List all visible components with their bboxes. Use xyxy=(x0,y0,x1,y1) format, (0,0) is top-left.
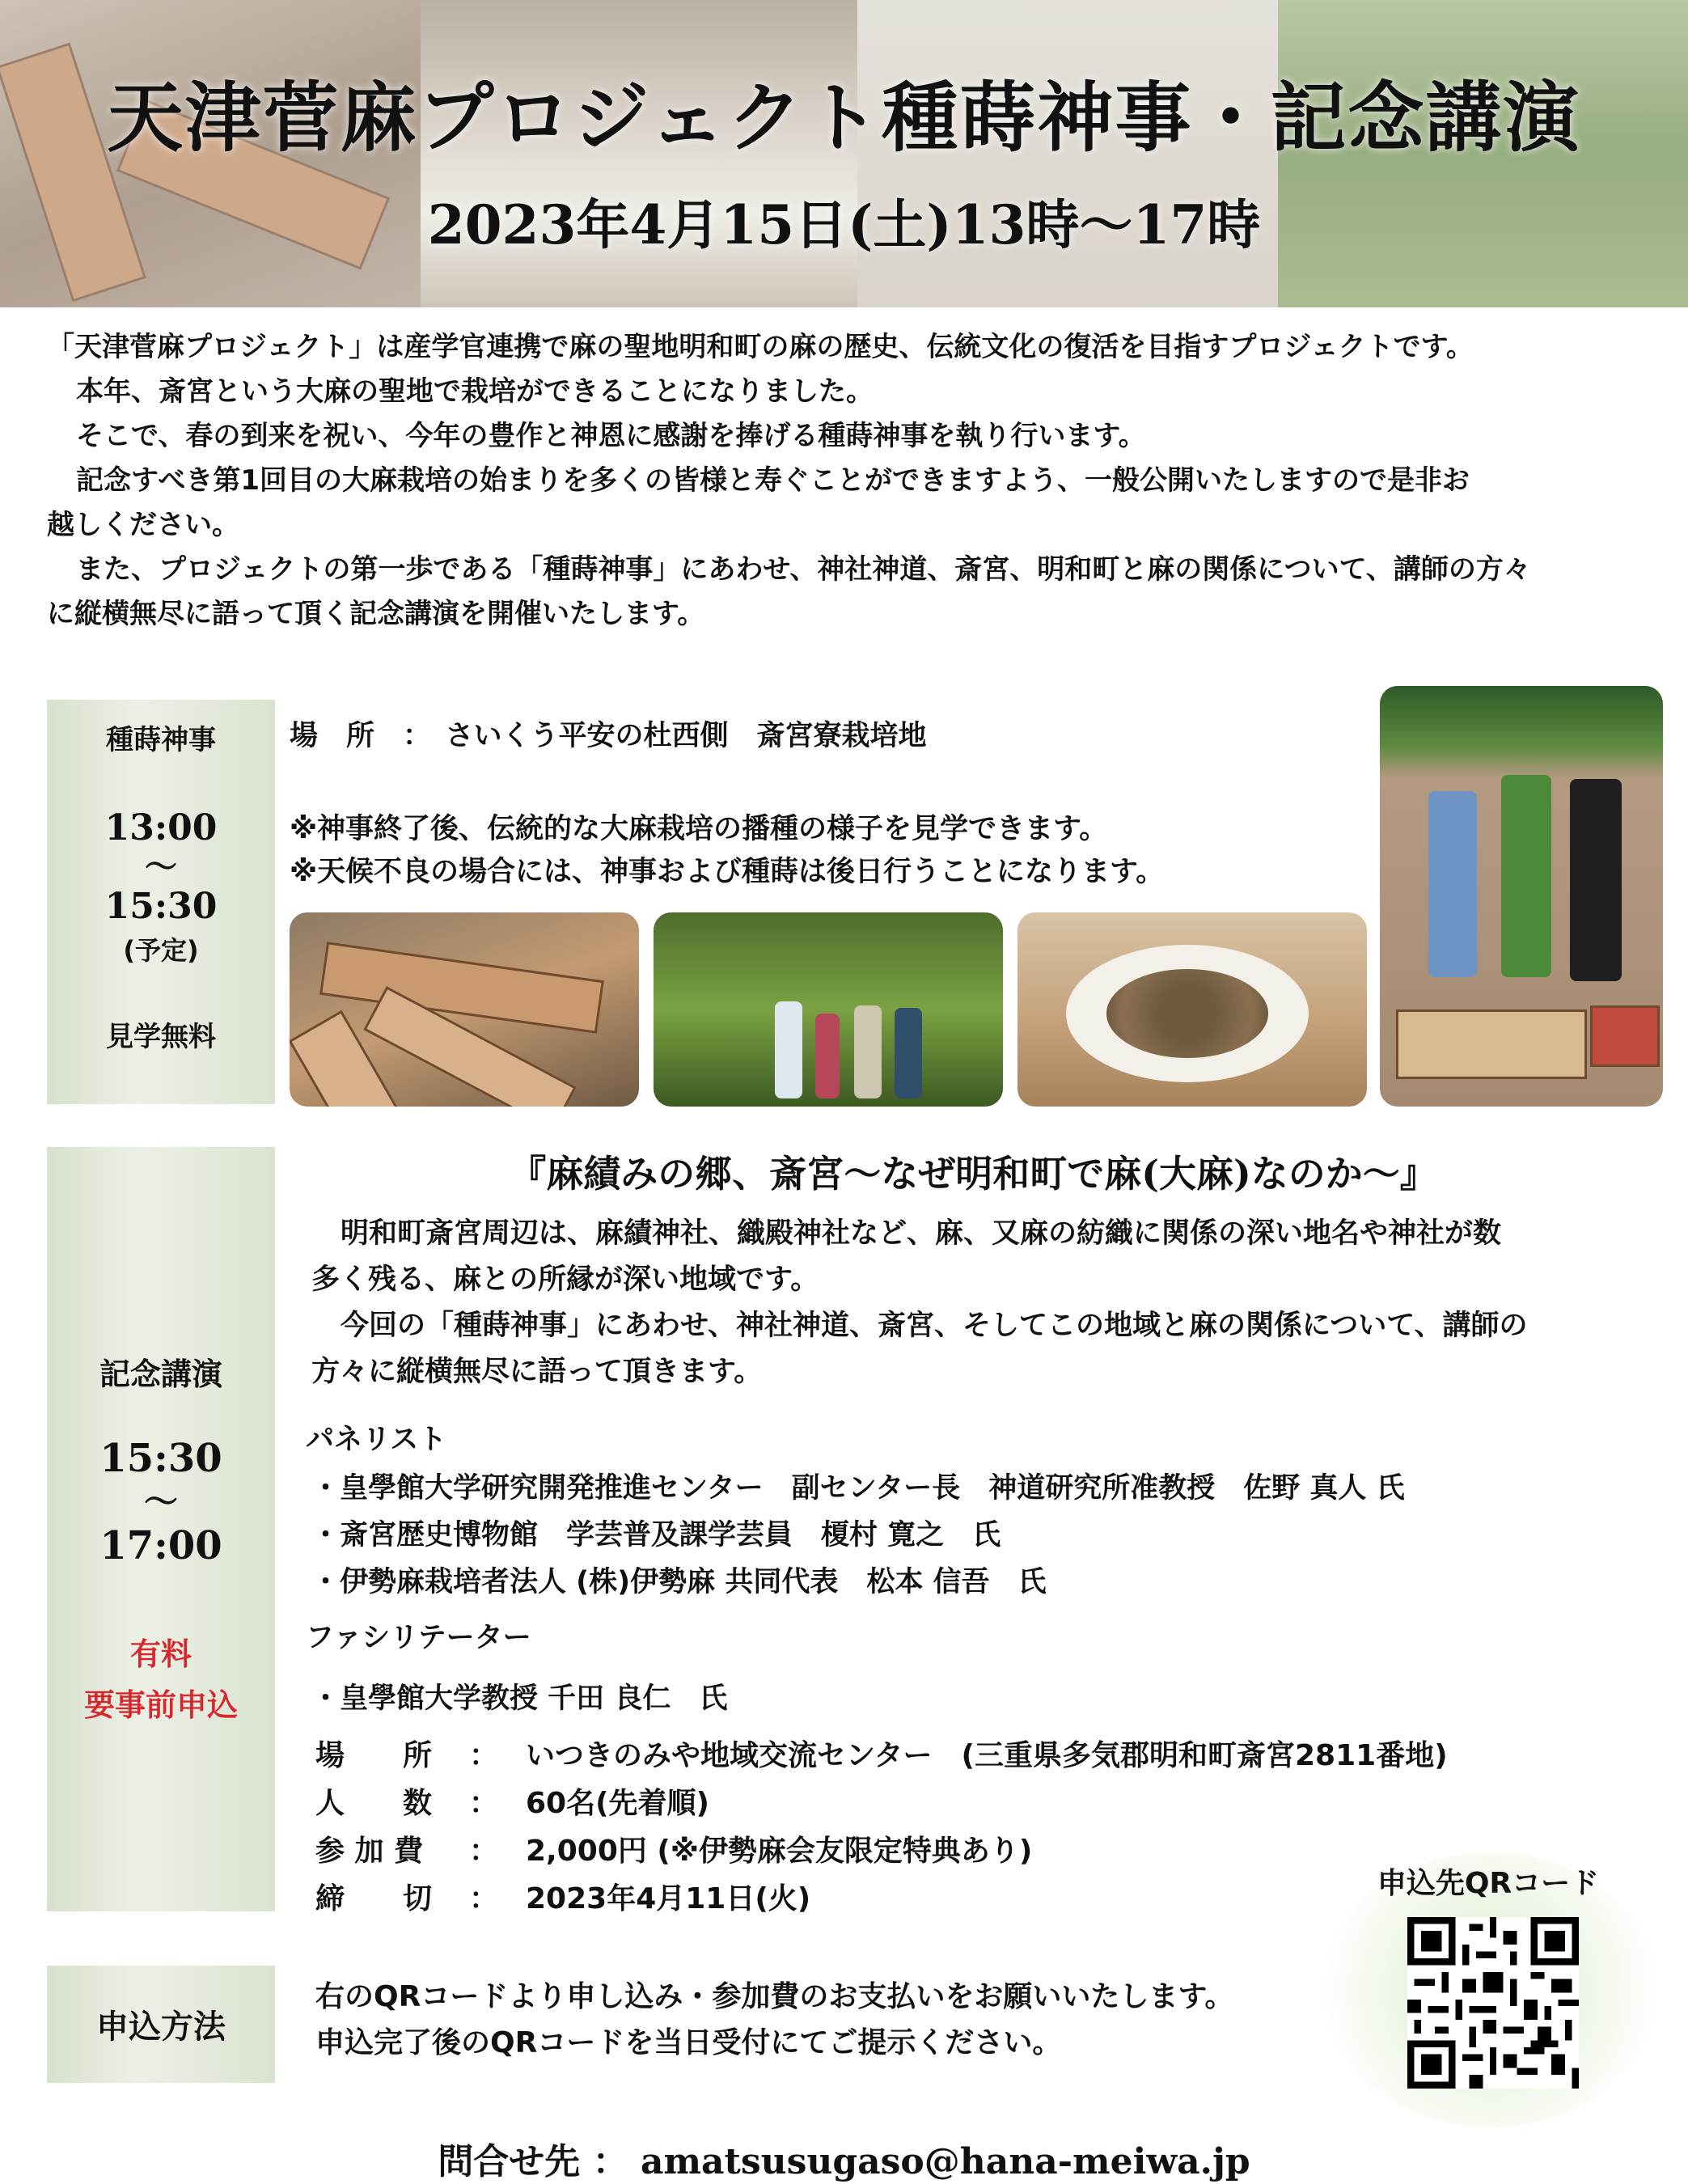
facilitator-label: ファシリテーター xyxy=(306,1622,531,1654)
info-key: 人 数 xyxy=(315,1787,433,1820)
intro-line: に縦横無尽に語って頂く記念講演を開催いたします。 xyxy=(47,598,705,630)
hemp-seeds-photo xyxy=(1017,912,1367,1107)
ritual-tilde: ～ xyxy=(145,849,177,886)
apply-line: 申込完了後のQRコードを当日受付にてご提示ください。 xyxy=(315,2026,1062,2059)
ritual-end-time: 15:30 xyxy=(104,886,218,927)
panelists-label: パネリスト xyxy=(306,1424,447,1456)
qr-label: 申込先QRコード xyxy=(1377,1867,1600,1900)
lecture-line: 多く残る、麻との所縁が深い地域です。 xyxy=(311,1263,819,1296)
lecture-side-panel xyxy=(47,1147,275,1911)
info-colon: ： xyxy=(469,1882,499,1915)
lecture-tilde: ～ xyxy=(143,1482,178,1522)
panelist-item: ・皇學館大学研究開発推進センター 副センター長 神道研究所准教授 佐野 真人 氏 xyxy=(311,1472,1405,1505)
ritual-place: 場 所 ： さいくう平安の杜西側 斎宮寮栽培地 xyxy=(290,720,927,752)
lecture-line: 方々に縦横無尽に語って頂きます。 xyxy=(311,1356,763,1388)
apply-line: 右のQRコードより申し込み・参加費のお支払いをお願いいたします。 xyxy=(315,1980,1234,2013)
info-value: いつきのみや地域交流センター (三重県多気郡明和町斎宮2811番地) xyxy=(526,1739,1448,1772)
intro-line: 越しください。 xyxy=(47,509,239,541)
lecture-end-time: 17:00 xyxy=(99,1523,222,1568)
lecture-description xyxy=(311,1211,1638,1395)
apply-side-panel xyxy=(47,1966,275,2083)
info-colon: ： xyxy=(469,1787,499,1820)
header-banner xyxy=(0,0,1688,307)
info-key: 場 所 xyxy=(315,1739,433,1772)
info-row-deadline xyxy=(315,1876,810,1917)
ritual-side-panel xyxy=(47,700,275,1104)
lecture-title: 『麻績みの郷、斎宮～なぜ明和町で麻(大麻)なのか～』 xyxy=(509,1152,1437,1196)
panelist-item: ・伊勢麻栽培者法人 (株)伊勢麻 共同代表 松本 信吾 氏 xyxy=(311,1566,1047,1598)
seed-box-photo xyxy=(290,912,639,1107)
info-key: 参 加 費 xyxy=(315,1835,424,1868)
apply-label: 申込方法 xyxy=(96,2008,226,2046)
info-colon: ： xyxy=(469,1739,499,1772)
facilitator-item: ・皇學館大学教授 千田 良仁 氏 xyxy=(311,1682,728,1715)
intro-line: 「天津菅麻プロジェクト」は産学官連携で麻の聖地明和町の麻の歴史、伝統文化の復活を目指すプロジェクトです。 xyxy=(47,331,1474,363)
page-title: 天津菅麻プロジェクト種蒔神事・記念講演 xyxy=(107,74,1581,163)
ritual-note: (予定) xyxy=(123,935,199,966)
intro-text xyxy=(47,325,1656,637)
info-value: 60名(先着順) xyxy=(526,1787,710,1820)
lecture-line: 今回の「種蒔神事」にあわせ、神社神道、斎宮、そしてこの地域と麻の関係について、講師の xyxy=(341,1310,1528,1342)
apply-instructions xyxy=(315,1974,1233,2066)
lecture-registration: 要事前申込 xyxy=(83,1687,238,1723)
ritual-notice-1: ※神事終了後、伝統的な大麻栽培の播種の様子を見学できます。 xyxy=(290,813,1108,845)
info-row-fee xyxy=(315,1828,1032,1869)
info-key: 締 切 xyxy=(315,1882,433,1915)
registration-qr-code[interactable] xyxy=(1407,1917,1579,2089)
lecture-start-time: 15:30 xyxy=(99,1436,222,1481)
ritual-label: 種蒔神事 xyxy=(106,724,216,756)
ritual-start-time: 13:00 xyxy=(104,807,218,849)
info-value: 2023年4月11日(火) xyxy=(526,1882,811,1915)
info-row-place xyxy=(315,1733,1448,1774)
event-date: 2023年4月15日(土)13時～17時 xyxy=(427,193,1261,256)
participants-photo xyxy=(1380,686,1663,1107)
ritual-fee: 見学無料 xyxy=(106,1021,216,1053)
lecture-paid: 有料 xyxy=(129,1636,192,1672)
lecture-line: 明和町斎宮周辺は、麻績神社、織殿神社など、麻、又麻の紡織に関係の深い地名や神社が数 xyxy=(341,1217,1502,1250)
info-colon: ： xyxy=(469,1835,499,1868)
intro-line: そこで、春の到来を祝い、今年の豊作と神恩に感謝を捧げる種蒔神事を執り行います。 xyxy=(76,420,1146,452)
panelist-item: ・斎宮歴史博物館 学芸普及課学芸員 榎村 寛之 氏 xyxy=(311,1519,1001,1551)
lecture-label: 記念講演 xyxy=(99,1357,222,1392)
contact-info[interactable]: 問合せ先 ： amatsusugaso@hana-meiwa.jp xyxy=(438,2141,1250,2182)
ritual-notice-2: ※天候不良の場合には、神事および種蒔は後日行うことになります。 xyxy=(290,856,1165,888)
hemp-field-photo xyxy=(654,912,1003,1107)
info-row-capacity xyxy=(315,1780,709,1822)
intro-line: 記念すべき第1回目の大麻栽培の始まりを多くの皆様と寿ぐことができますよう、一般公開いたしますので是非お xyxy=(76,464,1470,497)
intro-line: また、プロジェクトの第一歩である「種蒔神事」にあわせ、神社神道、斎宮、明和町と麻の関係について、講師の方々 xyxy=(76,553,1531,586)
info-value: 2,000円 (※伊勢麻会友限定特典あり) xyxy=(526,1835,1033,1868)
intro-line: 本年、斎宮という大麻の聖地で栽培ができることになりました。 xyxy=(76,375,874,408)
